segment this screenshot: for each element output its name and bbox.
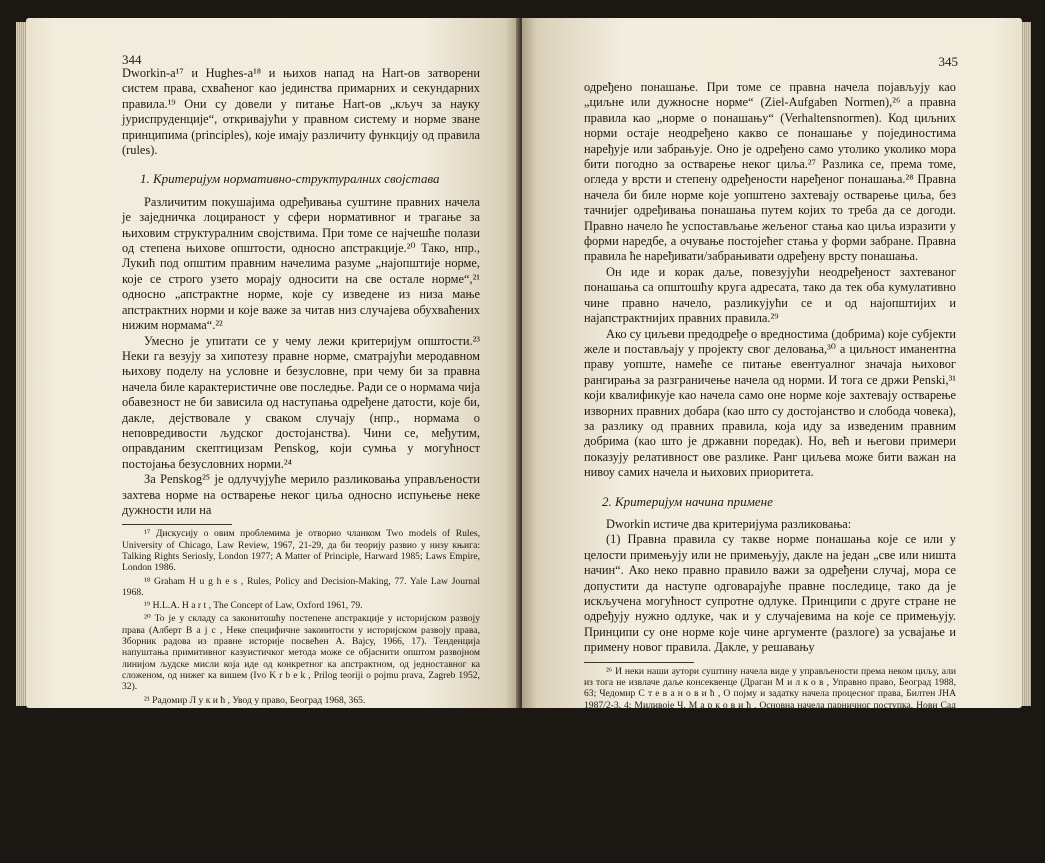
footnotes (122, 528, 480, 860)
footnote: ²⁰ То је у складу са законитошћу постепене апстракције у историјском развоју права (Алберт В а ј с , Неке специфичне законитости у историјском развоју права, Зборник радова из правне историје посвећен А. Вајсу, 1966, 17). Тенденција напуштања примитивног казуистичког метода може се објаснити општом развојном линијом људске мисли која иде од конкретног ка апстрактном, од једноставног ка сложеном, од нижег ка вишем (Ivo K r b e k , Prilog teoriji o pojmu prava, Zagreb 1952, 32). (122, 613, 480, 693)
paragraph: Он иде и корак даље, повезујући неодређеност захтеваног понашања са општошћу круга адресата, тако да тек оба кумулативно чине правно начело, разликујући се и од најопштијих и најапстрактнијих правних правила.²⁹ (584, 264, 956, 326)
section-heading: 1. Критеријум нормативно-структуралних својстава (140, 171, 440, 187)
paragraph: Dworkin истиче два критеријума разликовања: (606, 516, 852, 531)
left-page-body (122, 66, 480, 863)
footnote: ³⁰ Nikola V i s k o v i ć , Pojam prava, Split 1976, 107. (606, 797, 817, 809)
right-page (522, 18, 1022, 823)
footnote: ²⁸ Стога Penski предлаже као адекватније називе: Normen zielbestimmten Verhaltens/Normen artbestimmten Verhaltens (нав. дело, 108). (584, 737, 956, 760)
section-heading: 2. Критеријум начина примене (602, 493, 773, 509)
footnote: ¹⁸ Graham H u g h e s , Rules, Policy and Decision-Making, 77. Yale Law Journal 1968. (122, 575, 480, 598)
footnote: ¹⁹ H.L.A. H a r t , The Concept of Law, Oxford 1961, 79. (144, 600, 363, 612)
left-page-edges (16, 22, 26, 706)
footnote: ²¹ Радомир Л у к и ћ , Увод у право, Београд 1968, 365. (144, 694, 366, 706)
footnote: ²⁷ Ota W e i n b e r g e r , Rechtslogik, Wien – New York 1970, 245. (606, 724, 868, 736)
paragraph: За Penskog²⁵ је одлучујуће мерило разликовања управљености захтева норме на остварење неког циља односно испуњење неке дужности или на (122, 472, 480, 517)
footnote: ²⁹ По њему, норма о очувању јавне безбедности и поретка, адресирана на одређено лице или орган, нпр. полицију, престаје бити начело и постаје обично правно правило (нав. дело, 108). (584, 762, 956, 796)
paragraph: (1) Правна правила су такве норме понашања које се или у целости примењују или не примењују, дакле на један „све или ништа начин“. Ако неко правно правило важи за одређени случај, мора се допустити да наступе одговарајуће правне последице, тако да је искључена могућност супротне одлуке. Принципи с друге стране не одређују нужно одлуке, чак и у случајевима на које се примењују. Принципи су оне норме које чине аргументе (разлоге) за усвајање и примену новог правила. Дакле, у решавању (584, 532, 956, 655)
paragraph: Умесно је упитати се у чему лежи критеријум општости.²³ Неки га везују за хипотезу правне норме, сматрајући меродавном њихову поделу на условне и безусловне, при чему би за правна начела биле карактеристичне ове последње. Ради се о нормама чија обавезност не би зависила од наступања одређене датости, које би, дакле, дејствовале у сваком случају (нпр., нормама о неповредивости људског достојанства). Чини се, међутим, оправданим скептицизам Penskog, који сумња у могућност постојања безусловних норми.²⁴ (122, 333, 480, 471)
right-page-edges (1021, 22, 1031, 706)
page-number: 344 (122, 52, 142, 67)
paragraph: Ако су циљеви предодређе о вредностима (добрима) које субјекти желе и постављају у пројекту свог деловања,³⁰ а циљност иманентна праву уопште, намеће се питање евентуалног значаја њиховог рангирања за разграничење начела од норми. И тога се држи Penski,³¹ који квалификује као начела само оне норме које захтевају остварење изворних правних добара (као што су достојанство и слобода човека), за разлику од правних правила, која иду за изведеним правним добрима (као што је државни поредак). Но, већ и његови примери показују релативност ове разлике. Ранг циљева може бити важан на нивоу самих начела и њихових приоритета. (584, 326, 956, 480)
footnote: ²⁴ Ulrich P e n s k i , Rechtsgrundsatze und Rechtsregeln, Juristen Zeitung 1989/3, 107. Вероватно је нејасност ове поделе узрок и супротних мишљења. Лукић се, нпр., правни поредак чини незамисливим управо без постојања безусловних норми (Увод у право, 201). (122, 802, 480, 848)
footnote: ¹⁷ Дискусију о овим проблемима је отворио чланком Two models of Rules, University of Chicago, Law Review, 1967, 21-29, да би теорију развио у низу књига: Talking Rights Seriosly, London 1977; A Matter of Principle, Harward 1985; Laws Empire, London 1986. (122, 528, 480, 574)
right-page-body (584, 80, 956, 824)
footnotes (584, 666, 956, 823)
footnote: ³¹ Ulrich P e n s k i , Rechtsgrundsatze und Rechtsregeln, Juristen Zeitung 1989/3, 108. (606, 811, 940, 823)
footnote: ²² Радомир Л у к и ћ , Методологија права, Београд 1983, 215. Ово одређење прихвата и Загорка С и м и ћ - Ј е к и ћ , Кривично процесно право СФРЈ, Београд 1983, 9. (122, 707, 480, 742)
paragraph: Dworkin-a¹⁷ и Hughes-a¹⁸ и њихов напад на Hart-ов затворени систем права, схваћеног као јединства примарних и секундарних правила.¹⁹ Они су довели у питање Hart-ов „кључ за науку јуриспруденције“, откривајући у правном систему и норме зване принципима (principles), које имају различиту функцију од правила (rules). (122, 66, 480, 158)
paragraph: Различитим покушајима одређивања суштине правних начела је заједничка лоцираност у сфери нормативног и трагање за њиховим структуралним својствима. При томе се најчешће полази од степена њихове општости, односно апстракције.²⁰ Тако, нпр., Лукић под општим правним начелима разуме „најопштије норме, које се строго узето морају односити на све остале норме“,²¹ односно „апстрактне норме, које су изведене из низа мање апстрактних норми и које важе за читав низ случајева обухваћених нижим нормама“.²² (122, 194, 480, 333)
paragraph: одређено понашање. При томе се правна начела појављују као „циљне или дужносне норме“ (Ziel-Aufgaben Normen),²⁶ а правна правила као „норме о понашању“ (Verhaltensnormen). Код циљних норми остаје неодређено какво се понашање у појединостима наређује или забрањује. Оно је одређено само утолико уколико мора бити погодно за остварење неког циља.²⁷ Разлика се, према томе, огледа у врсти и степену одређености наређеног понашања.²⁸ Правна начела би биле норме које уопштено захтевају остварење циља, без тачнијег одређивања понашања путем којих то треба да се догоди. Правно начело ће успостављање жељеног стања као циља изразити у форми наредбе, а очување постојећег стања у форми забране. Правна правила ће наређивати/забрањивати одређену врсту понашања. (584, 80, 956, 264)
footnote: ²⁵ Ulrich P e n s k i , Rechtsgrundsatze und Rechtsregeln, Juristen Zeitung 1989/3, 108. (144, 849, 479, 861)
footnote: ²⁶ И неки наши аутори суштину начела виде у управљености према неком циљу, али из тога не извлаче даље консеквенце (Драган М и л к о в , Управно право, Београд 1988, 63; Чедомир С т е в а н о в и ћ , О појму и задатку начела процесног права, Билтен ЈНА 1987/2-3, 4; Миливоје Ч. М а р к о в и ћ , Основна начела парничног поступка, Нови Сад 1977, 1). (584, 665, 956, 722)
left-page (26, 18, 520, 861)
page-number: 345 (938, 54, 958, 69)
footnote: ²³ Висковић указује на конфузију која у том смислу влада у теорији права, истичући разлику између својства апстрактност-конкретност и општост-појединачност. Прво се односи на релативну меру одређености садржаја норме, а друго на број адресата ( Nikola V i s k o v i ć , O normativnoj djelatnosti sudova, Zbornik Pravnog fakulteta u Splitu, 1965 III, 209). (122, 743, 480, 800)
